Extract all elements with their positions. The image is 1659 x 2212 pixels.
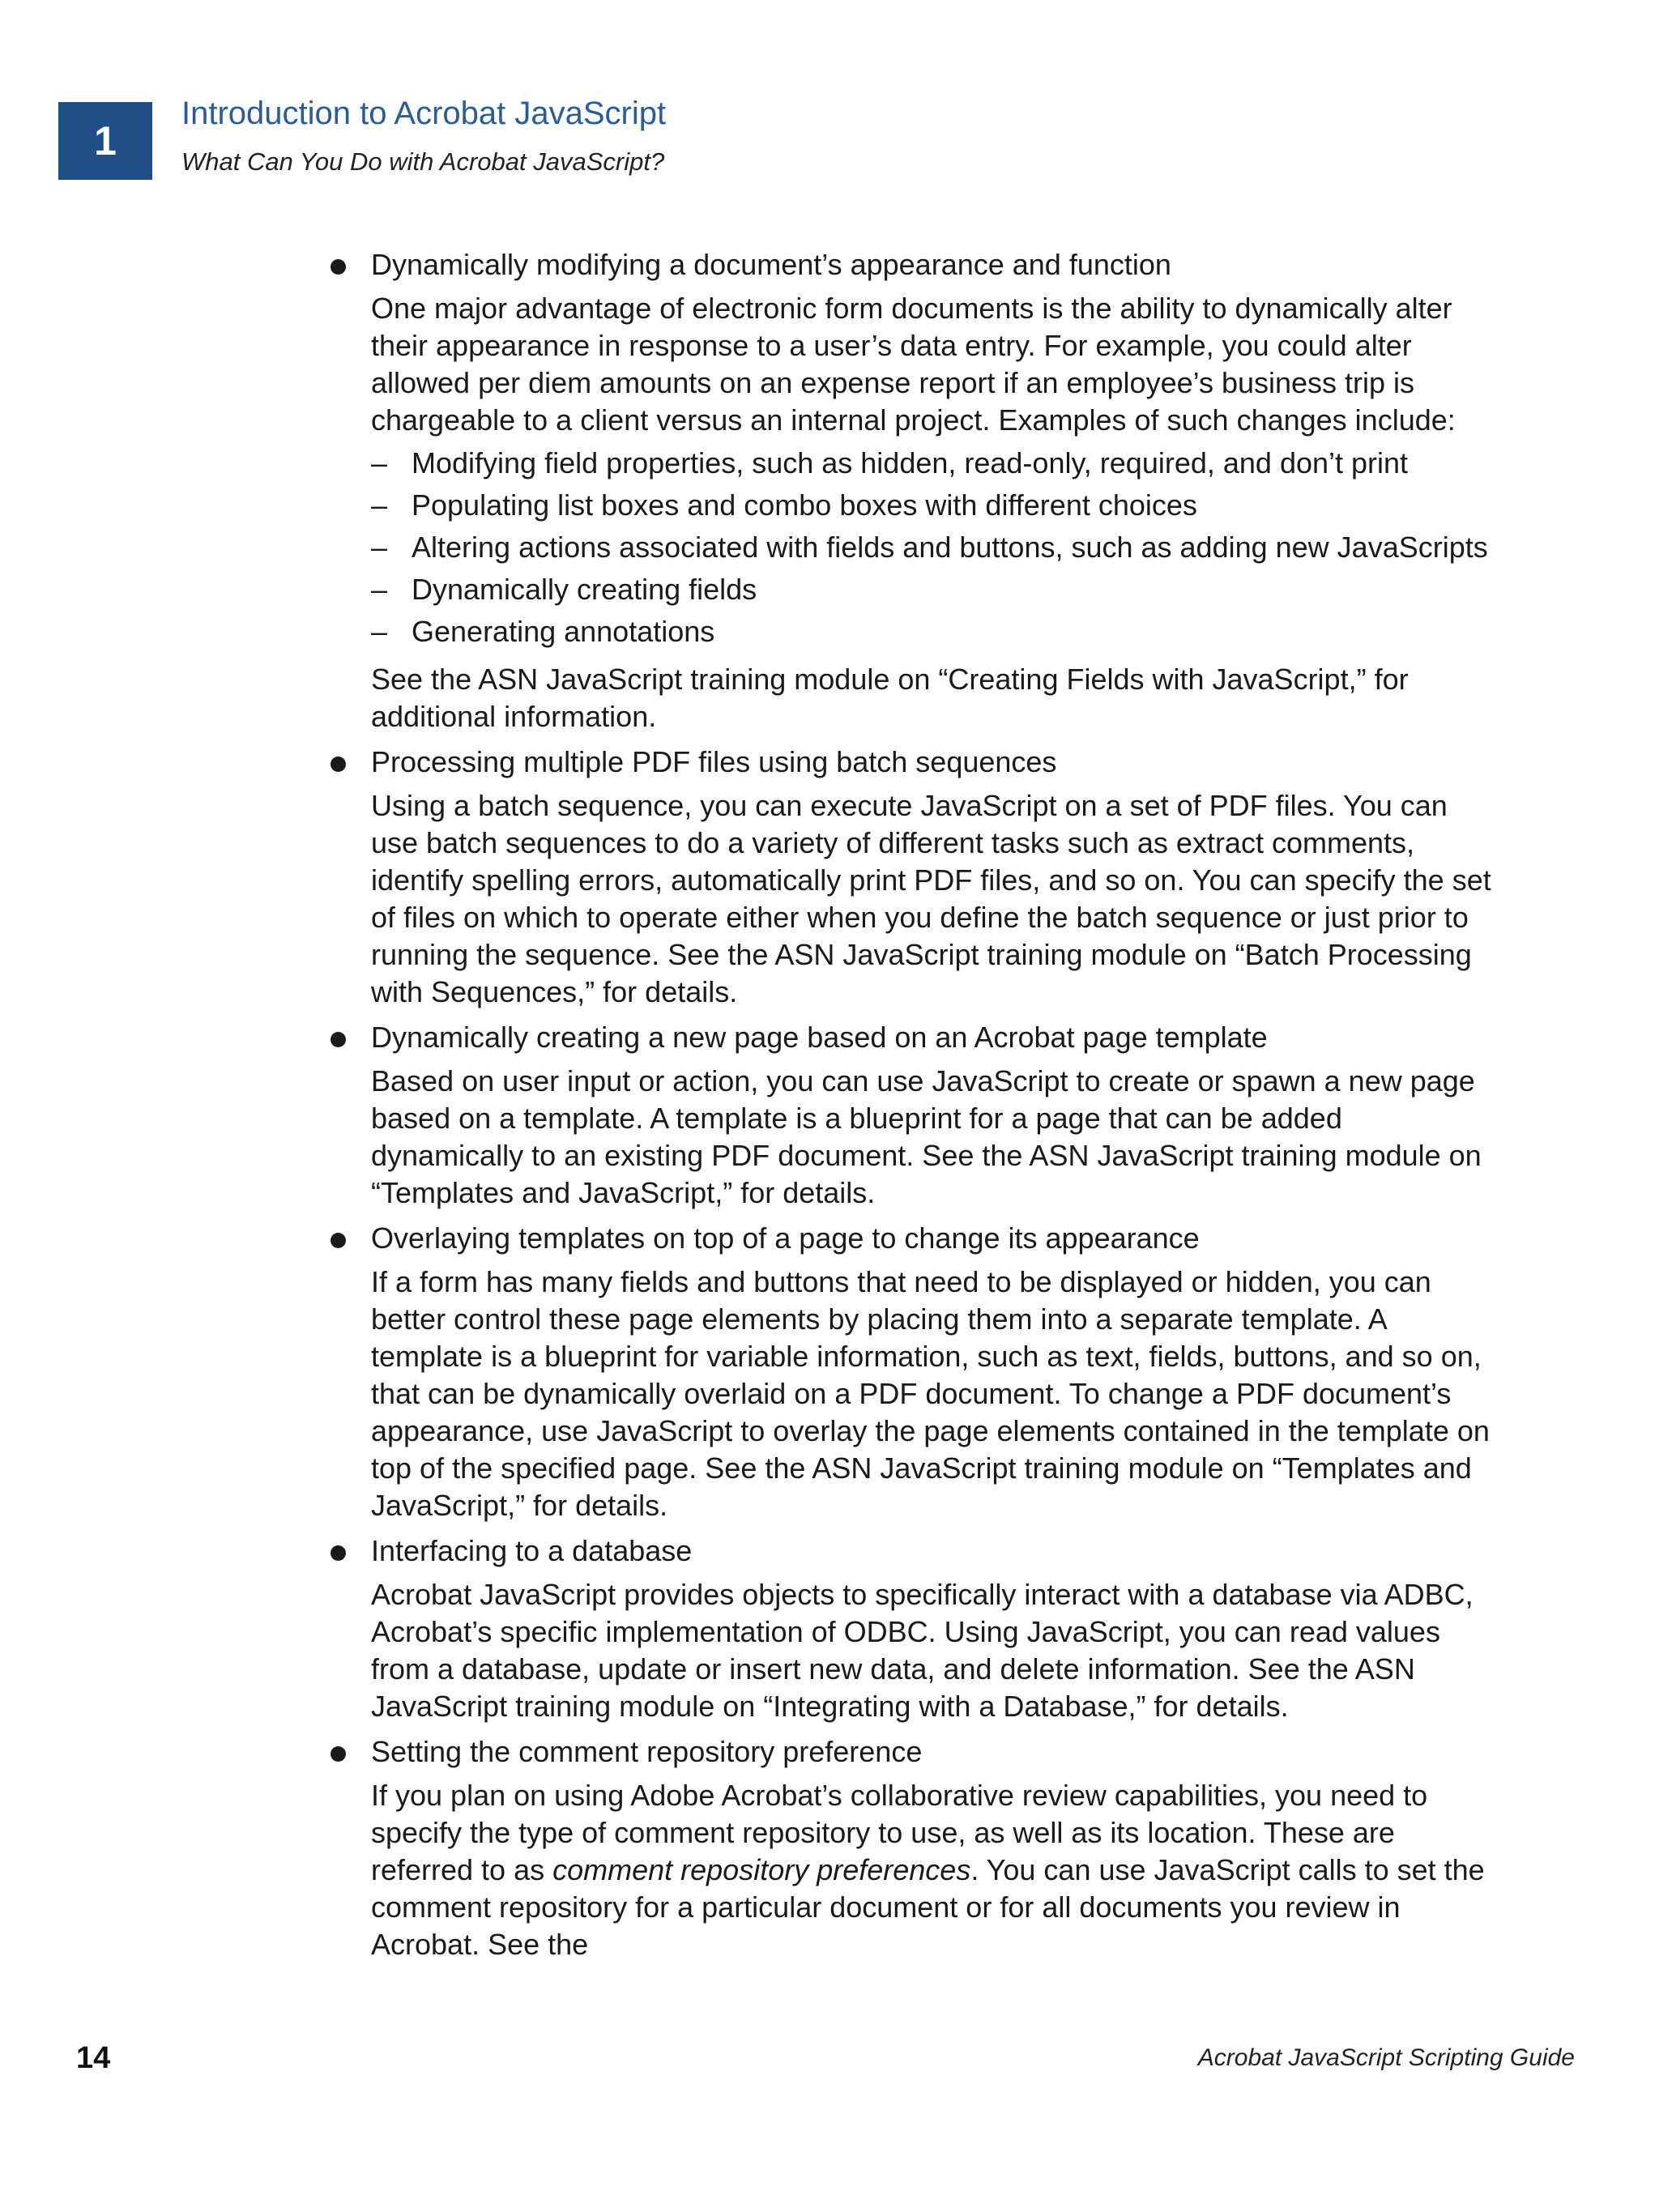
bullet-paragraph: If a form has many fields and buttons that need to be displayed or hidden, you can better control these page elements by placing them into a separate template. A template is a blueprint for variable information, such as text, fields, buttons, and so on, that can be dynamically overlaid on a PDF document. To change a PDF document’s appearance, use JavaScript to overlay the page elements contained in the template on top of the specified page. See the ASN JavaScript training module on “Templates and JavaScript,” for details. — [371, 1265, 1490, 1522]
bullet-paragraph: See the ASN JavaScript training module on “Creating Fields with JavaScript,” for additional information. — [371, 663, 1409, 733]
bullet-paragraph — [331, 1777, 1497, 1963]
bullet-paragraph: Based on user input or action, you can use JavaScript to create or spawn a new page based on a template. A template is a blueprint for a page that can be added dynamically to an existing PDF document. See the ASN JavaScript training module on “Templates and JavaScript,” for details. — [371, 1064, 1482, 1209]
bullet-heading: Interfacing to a database — [371, 1534, 693, 1567]
bullet-item — [331, 246, 1497, 735]
bullet-dot-icon — [331, 259, 346, 275]
bullet-item — [331, 1220, 1497, 1524]
chapter-title: Introduction to Acrobat JavaScript — [181, 96, 667, 131]
dash-item-text: Populating list boxes and combo boxes with different choices — [412, 488, 1197, 522]
dash-item — [331, 569, 1497, 611]
bullet-dot-icon — [331, 757, 346, 772]
dash-icon: – — [371, 531, 388, 564]
bullet-dot-icon — [331, 1746, 346, 1762]
dash-item-text: Generating annotations — [412, 615, 715, 648]
bullet-dot-icon — [331, 1545, 346, 1561]
bullet-heading: Dynamically creating a new page based on an Acrobat page template — [371, 1021, 1268, 1054]
dash-list — [331, 442, 1497, 653]
chapter-number-badge — [58, 102, 152, 180]
dash-icon: – — [371, 488, 388, 522]
paragraph-text: If you plan on using Adobe Acrobat’s collaborative review capabilities, you need to specify the type of comment repository to use, as well as its location. These are referred to as — [371, 1779, 1428, 1886]
dash-icon: – — [371, 573, 388, 606]
dash-item — [331, 526, 1497, 569]
bullet-item — [331, 1532, 1497, 1725]
emphasis-term: comment repository preferences — [552, 1853, 971, 1886]
section-title: What Can You Do with Acrobat JavaScript? — [181, 147, 665, 176]
bullet-heading: Dynamically modifying a document’s appearance and function — [371, 248, 1171, 281]
page-number: 14 — [76, 2041, 111, 2075]
dash-item — [331, 442, 1497, 484]
bullet-dot-icon — [331, 1233, 346, 1248]
dash-icon: – — [371, 615, 388, 648]
dash-item — [331, 611, 1497, 653]
dash-item-text: Altering actions associated with fields and buttons, such as adding new JavaScripts — [412, 531, 1488, 564]
bullet-item — [331, 1019, 1497, 1212]
bullet-paragraph: One major advantage of electronic form documents is the ability to dynamically alter their appearance in response to a user’s data entry. For example, you could alter allowed per diem amounts on an expense report if an employee’s business trip is chargeable to a client versus an internal project. Examples of such changes include: — [371, 292, 1456, 437]
dash-item-text: Modifying field properties, such as hidden, read-only, required, and don’t print — [412, 446, 1409, 479]
page-content — [331, 246, 1497, 1971]
bullet-item — [331, 1733, 1497, 1963]
paragraph-text: . You can use JavaScript calls to set the comment repository for a particular document or for all documents you review in Acrobat. See the — [371, 1853, 1485, 1961]
bullet-heading: Processing multiple PDF files using batch sequences — [371, 745, 1057, 778]
dash-item — [331, 484, 1497, 526]
dash-icon: – — [371, 446, 388, 479]
dash-item-text: Dynamically creating fields — [412, 573, 757, 606]
bullet-heading: Overlaying templates on top of a page to change its appearance — [371, 1221, 1200, 1255]
bullet-item — [331, 744, 1497, 1011]
bullet-paragraph: Acrobat JavaScript provides objects to specifically interact with a database via ADBC, Acrobat’s specific implementation of ODBC. Using JavaScript, you can read values from a database, update or insert new data, and delete information. See the ASN JavaScript training module on “Integrating with a Database,” for details. — [371, 1578, 1473, 1723]
bullet-paragraph: Using a batch sequence, you can execute JavaScript on a set of PDF files. You can use batch sequences to do a variety of different tasks such as extract comments, identify spelling errors, automatically print PDF files, and so on. You can specify the set of files on which to operate either when you define the batch sequence or just prior to running the sequence. See the ASN JavaScript training module on “Batch Processing with Sequences,” for details. — [371, 789, 1491, 1008]
chapter-number: 1 — [94, 118, 117, 164]
footer-guide-title: Acrobat JavaScript Scripting Guide — [1197, 2044, 1575, 2071]
bullet-heading: Setting the comment repository preference — [371, 1735, 923, 1768]
bullet-dot-icon — [331, 1032, 346, 1047]
